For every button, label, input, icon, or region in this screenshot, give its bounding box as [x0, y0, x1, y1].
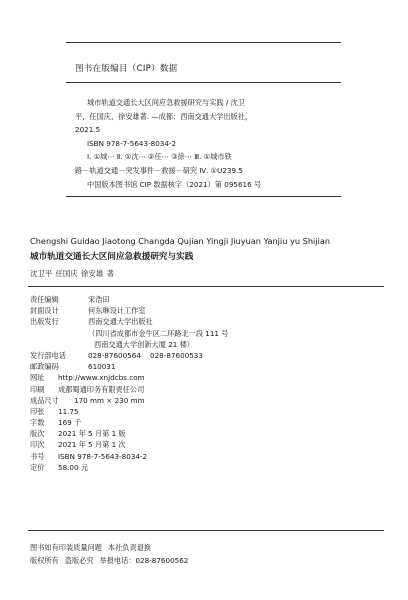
editor-value: 宋浩田	[88, 295, 110, 304]
cip-line: 中国版本图书馆 CIP 数据核字（2021）第 095616 号	[87, 179, 262, 189]
price-row	[30, 462, 390, 473]
publication-info	[30, 294, 390, 473]
notice-return: 本社负责退换	[107, 543, 152, 552]
book-pinyin-title: Chengshi Guidao Jiaotong Changda Qujian Yingji Jiuyuan Yanjiu yu Shijian	[30, 236, 331, 246]
cip-line: 2021.5	[75, 125, 101, 135]
website-value: http://www.xnjdcbs.com	[58, 373, 145, 383]
size-value: 170 mm × 230 mm	[74, 395, 145, 405]
words-row	[30, 417, 390, 428]
cip-line: ISBN 978-7-5643-8034-2	[87, 138, 177, 148]
notice-report-phone: 举报电话：028-87600562	[99, 556, 189, 566]
cip-line: 平，任国庆，徐安雄著. —成都：西南交通大学出版社，	[75, 111, 253, 121]
website-row	[30, 372, 390, 383]
price-label: 定价	[30, 462, 45, 472]
dept-phone-label: 发行部电话	[30, 350, 66, 360]
cip-top-rule	[66, 42, 341, 43]
notice-rule	[28, 530, 384, 531]
print-label: 印刷	[30, 384, 45, 394]
price-value: 58.00 元	[58, 462, 89, 472]
words-value: 169 千	[58, 418, 82, 428]
address-row	[30, 339, 390, 350]
dept-phone-value: 028-87600564 028-87600533	[88, 350, 203, 360]
cip-record	[75, 96, 340, 191]
notice-rights: 版权所有	[30, 556, 59, 566]
isbn-label: 书号	[30, 451, 45, 461]
edition-label: 版次	[30, 429, 45, 439]
impression-label: 印次	[30, 440, 45, 450]
postcode-label: 邮政编码	[30, 362, 59, 372]
cover-row	[30, 305, 390, 316]
cip-line: 路－轨道交通－突发事件－救援－研究 Ⅳ. ①U239.5	[75, 165, 243, 175]
address-line-1: （四川省成都市金牛区二环路北一段 111 号	[88, 328, 229, 338]
notice-line-2	[30, 554, 188, 567]
cip-line: 城市轨道交通长大区间应急救援研究与实践 / 沈卫	[87, 98, 245, 107]
postcode-row	[30, 361, 390, 372]
print-row	[30, 384, 390, 395]
words-label: 字数	[30, 418, 45, 428]
website-label: 网址	[30, 373, 45, 383]
isbn-row	[30, 451, 390, 462]
notice-piracy: 盗版必究	[64, 556, 94, 566]
notice-quality: 图书如有印装质量问题	[30, 543, 102, 552]
sheets-row	[30, 406, 390, 417]
impression-row	[30, 439, 390, 450]
impression-value: 2021 年 5 月第 1 次	[58, 440, 126, 450]
address-line-2: 西南交通大学创新大厦 21 楼）	[94, 339, 194, 349]
edition-row	[30, 428, 390, 439]
publisher-label: 出版发行	[30, 317, 59, 327]
cover-value: 何东琳设计工作室	[88, 306, 146, 316]
book-authors: 沈卫平 任国庆 徐安雄 著	[30, 269, 114, 278]
isbn-value: ISBN 978-7-5643-8034-2	[58, 451, 148, 461]
address-row	[30, 328, 390, 339]
print-value: 成都蜀通印务有限责任公司	[58, 384, 145, 394]
size-label: 成品尺寸	[30, 395, 59, 405]
book-info-rule	[28, 286, 384, 287]
notice-line-1	[30, 541, 188, 554]
sheets-label: 印张	[30, 406, 45, 416]
cip-heading-rule	[66, 82, 341, 83]
cip-heading: 图书在版编目（CIP）数据	[75, 64, 178, 74]
publisher-row	[30, 316, 390, 327]
sheets-value: 11.75	[58, 406, 79, 416]
size-row	[30, 395, 390, 406]
copyright-notice	[30, 541, 188, 568]
cip-bottom-rule	[66, 196, 341, 197]
edition-value: 2021 年 5 月第 1 版	[58, 429, 126, 439]
publisher-value: 西南交通大学出版社	[88, 317, 153, 327]
book-title: 城市轨道交通长大区间应急救援研究与实践	[30, 252, 194, 262]
dept-phone-row	[30, 350, 390, 361]
editor-row	[30, 294, 390, 305]
postcode-value: 610031	[88, 362, 116, 372]
cip-line: Ⅰ. ①城⋯ Ⅱ. ①沈⋯ ②任⋯ ③徐⋯ Ⅲ. ①城市铁	[87, 152, 232, 162]
cover-label: 封面设计	[30, 306, 59, 316]
editor-label: 责任编辑	[30, 295, 59, 304]
